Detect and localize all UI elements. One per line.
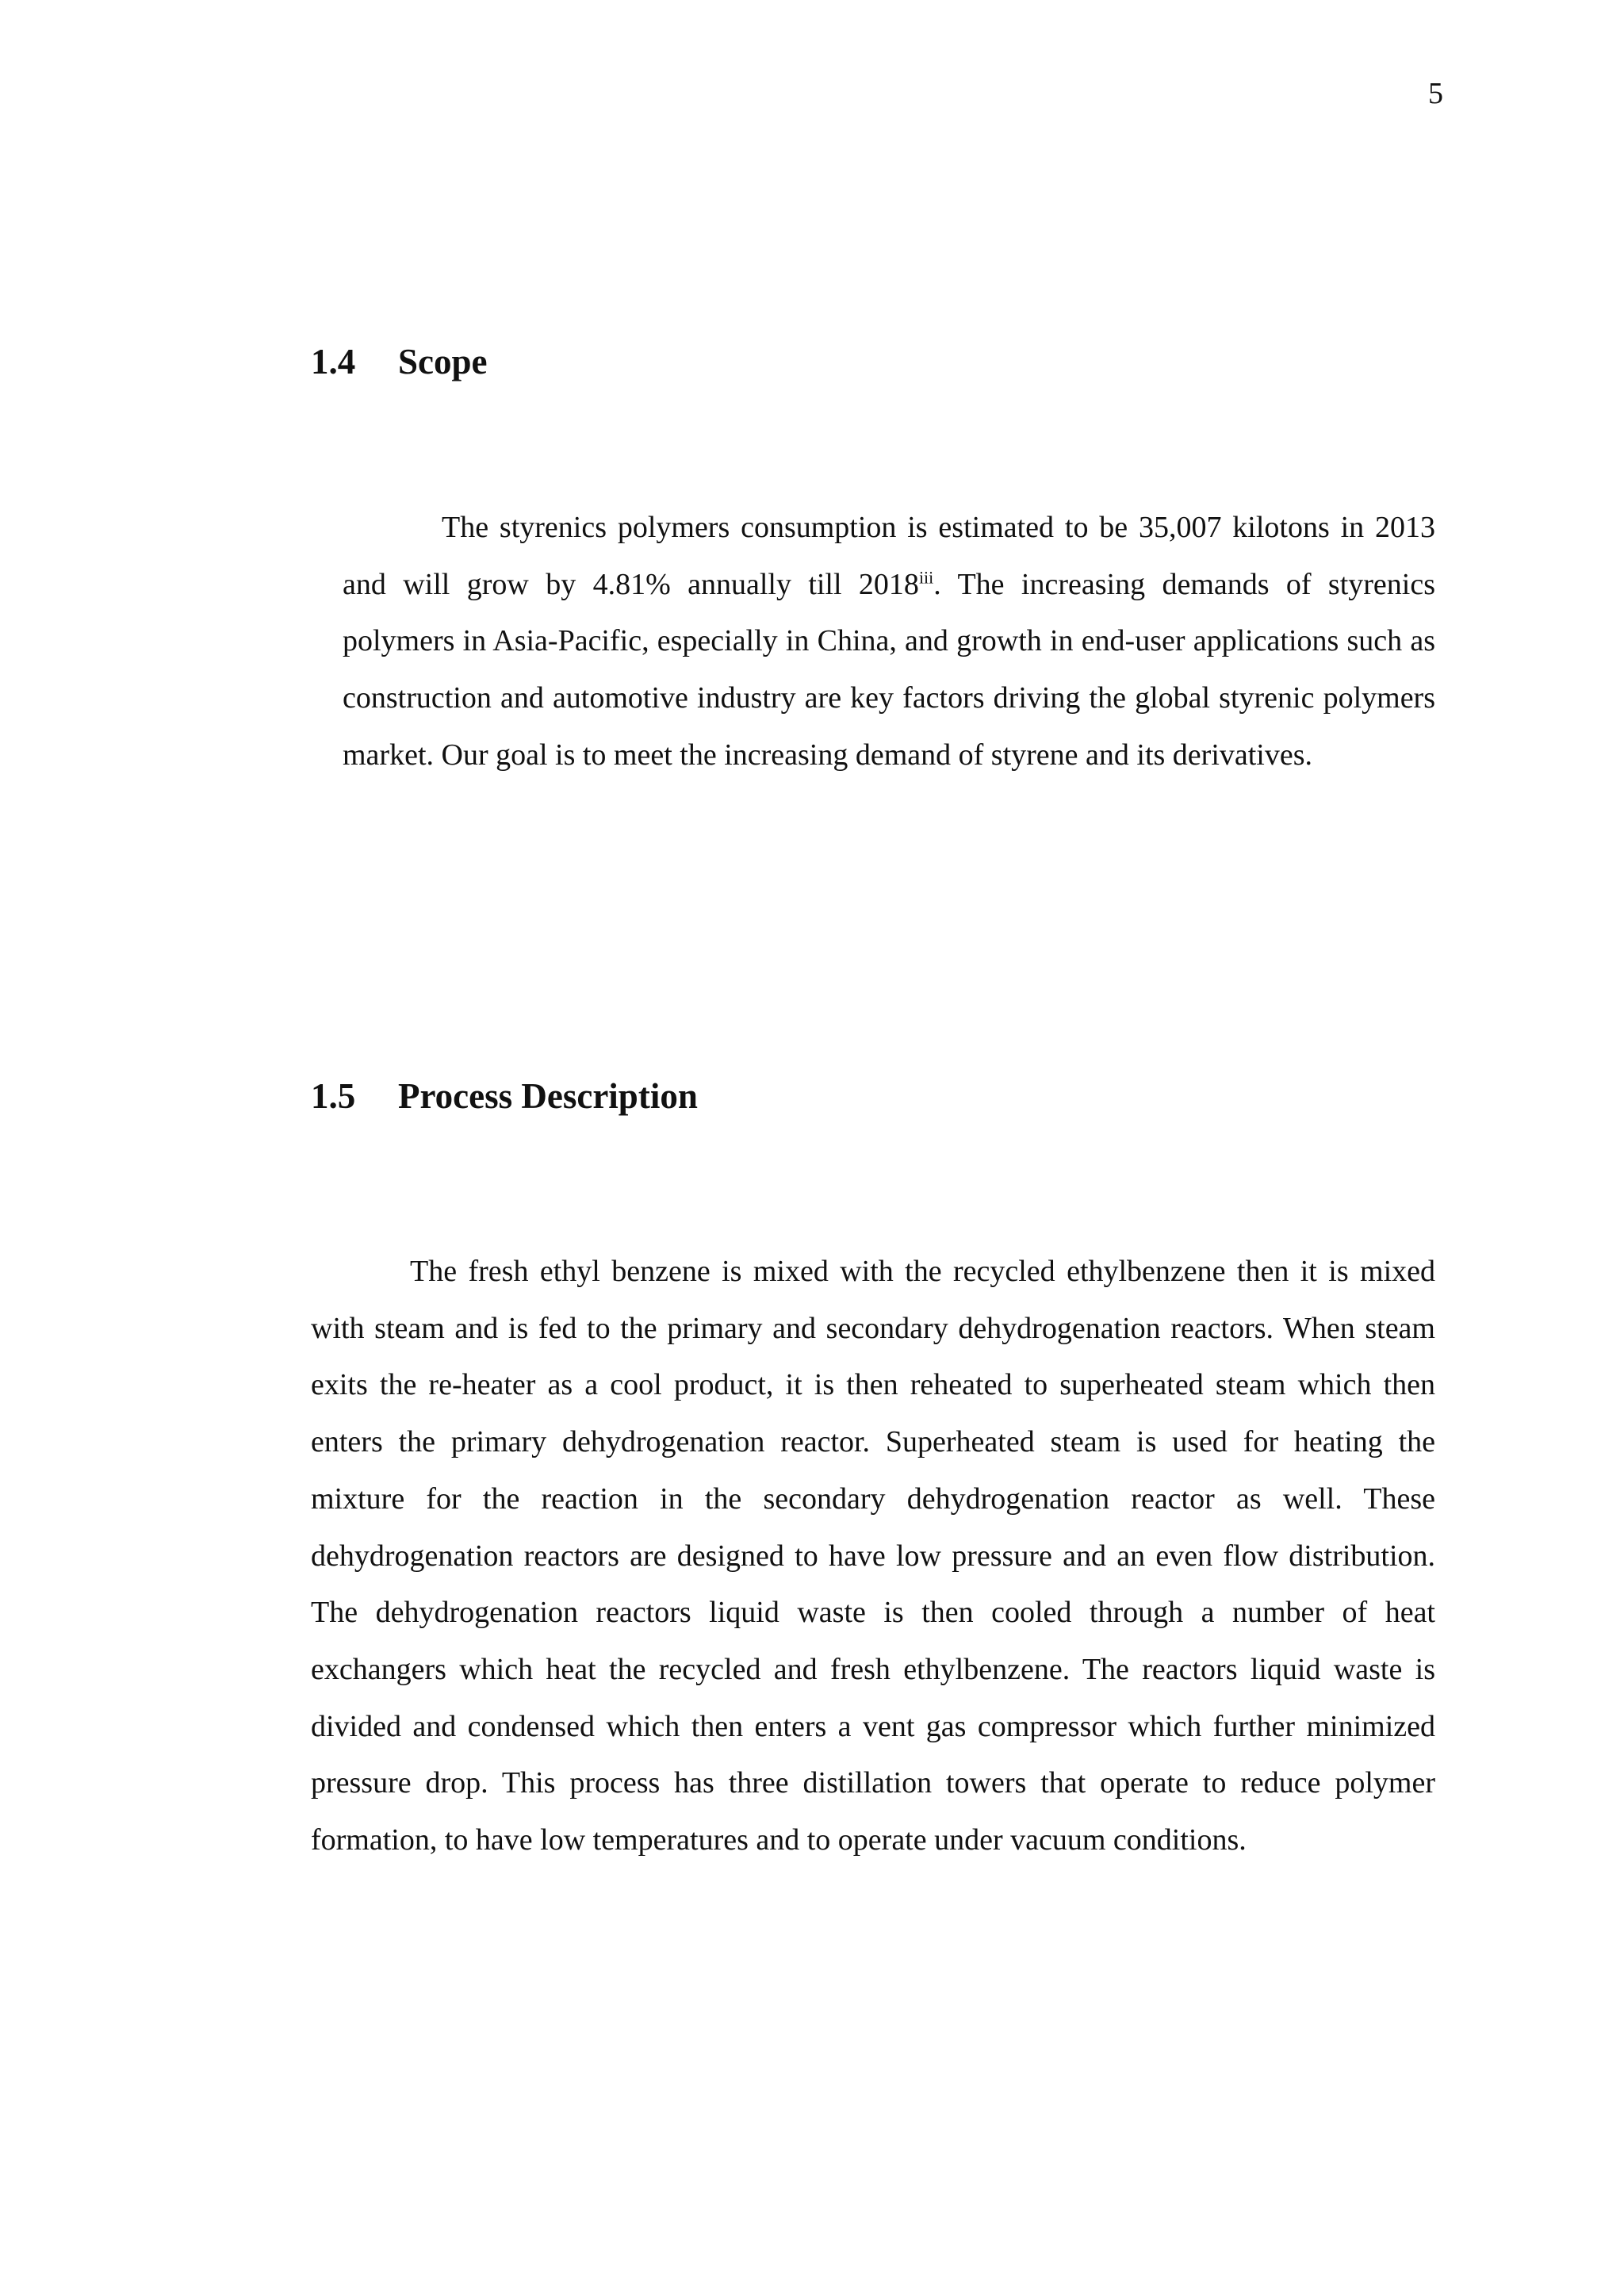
section-heading-process-description	[311, 1074, 698, 1118]
scope-text-part-2: . The increasing demands of styrenics polymers in Asia-Pacific, especially in China, and growth in end-user applications such as construction and automotive industry are key factors driving the global styrenic polymers market. Our goal is to meet the increasing demand of styrene and its derivatives.	[343, 567, 1436, 772]
section-number: 1.5	[311, 1076, 356, 1116]
scope-paragraph	[343, 500, 1435, 784]
section-title: Process Description	[398, 1076, 698, 1116]
section-title: Scope	[398, 342, 488, 381]
section-heading-scope	[311, 339, 488, 384]
footnote-reference: iii	[918, 567, 934, 588]
page-number: 5	[1428, 77, 1443, 110]
scope-text-part-1: The styrenics polymers consumption is estimated to be 35,007 kilotons in 2013 and will grow by 4.81% annually till 2018	[343, 511, 1435, 601]
section-number: 1.4	[311, 342, 356, 381]
process-description-paragraph: The fresh ethyl benzene is mixed with the recycled ethylbenzene then it is mixed with steam and is fed to the primary and secondary dehydrogenation reactors. When steam exits the re-heater as a cool product, it is then reheated to superheated steam which then enters the primary dehydrogenation reactor. Superheated steam is used for heating the mixture for the reaction in the secondary dehydrogenation reactor as well. These dehydrogenation reactors are designed to have low pressure and an even flow distribution. The dehydrogenation reactors liquid waste is then cooled through a number of heat exchangers which heat the recycled and fresh ethylbenzene. The reactors liquid waste is divided and condensed which then enters a vent gas compressor which further minimized pressure drop. This process has three distillation towers that operate to reduce polymer formation, to have low temperatures and to operate under vacuum conditions.	[311, 1255, 1435, 1857]
